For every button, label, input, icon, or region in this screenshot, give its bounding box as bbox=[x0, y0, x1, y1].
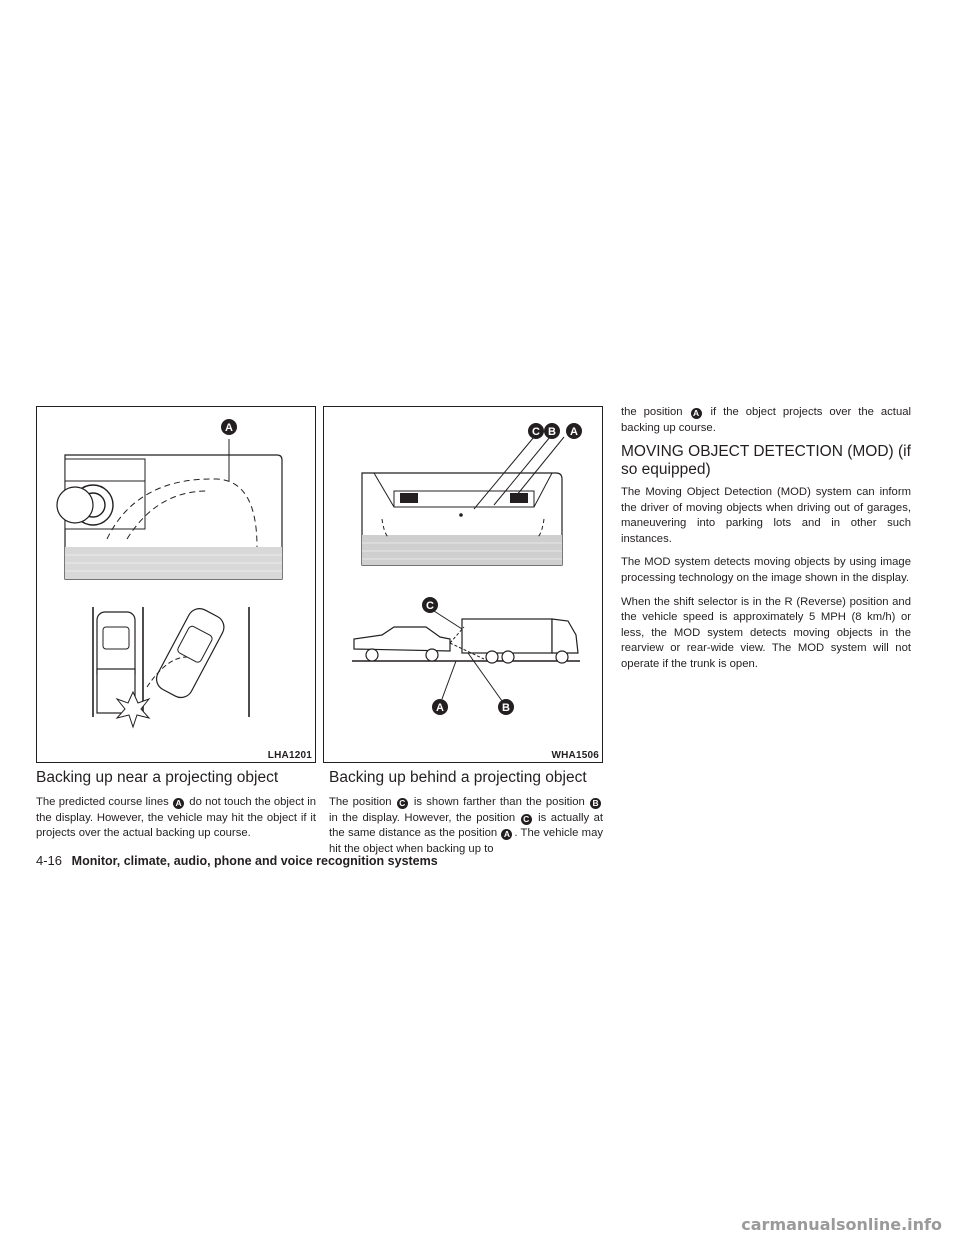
illustration-camera-view-and-parking bbox=[37, 407, 315, 762]
callout-a-lower: A bbox=[436, 702, 444, 714]
paragraph-mod-1: The Moving Object Detection (MOD) system can inform the driver of moving objects when driving out of garages, maneuvering into parking lots and in other such instances. bbox=[621, 486, 911, 545]
text-segment: is shown farther than the position bbox=[413, 796, 585, 808]
figure-code-left: LHA1201 bbox=[267, 750, 312, 761]
watermark: carmanualsonline.info bbox=[741, 1215, 942, 1234]
illustration-rearview-and-truck bbox=[324, 407, 602, 762]
callout-a-inline: A bbox=[173, 798, 184, 809]
text-segment: The position bbox=[329, 796, 392, 808]
figure-code-right: WHA1506 bbox=[551, 750, 599, 761]
callout-c-lower: C bbox=[426, 600, 434, 612]
column-three bbox=[621, 405, 911, 444]
callout-b-lower: B bbox=[502, 702, 510, 714]
callout-c-top: C bbox=[532, 426, 540, 438]
callout-a-inline: A bbox=[501, 829, 512, 840]
callout-a-top: A bbox=[570, 426, 578, 438]
page-number: 4-16 bbox=[36, 853, 63, 868]
callout-c-inline: C bbox=[397, 798, 408, 809]
text-segment: . The vehicle may hit the object when backing up to bbox=[329, 827, 604, 855]
text-segment: is actually at the same distance as the position bbox=[329, 811, 604, 840]
paragraph-backing-behind-object bbox=[329, 795, 603, 857]
figure-backing-behind-object bbox=[323, 406, 603, 763]
paragraph-continued bbox=[621, 405, 911, 436]
callout-c-inline: C bbox=[521, 814, 532, 825]
figure-backing-near-object bbox=[36, 406, 316, 763]
paragraph-mod-3: When the shift selector is in the R (Reverse) position and the vehicle speed is approximately 5 MPH (8 km/h) or less, the MOD system detects moving objects in the rearview or rear-wide view. The MOD system will not operate if the trunk is open. bbox=[621, 595, 911, 670]
paragraph-mod-2: The MOD system detects moving objects by using image processing technology on the image shown in the display. bbox=[621, 556, 911, 584]
mod-body bbox=[621, 485, 911, 681]
chapter-title: Monitor, climate, audio, phone and voice recognition systems bbox=[71, 854, 438, 868]
callout-a-inline: A bbox=[691, 408, 702, 419]
callout-a-text: A bbox=[225, 422, 233, 434]
callout-b-inline: B bbox=[590, 798, 601, 809]
callout-b-top: B bbox=[548, 426, 556, 438]
paragraph-backing-near-object bbox=[36, 795, 316, 842]
heading-mod: MOVING OBJECT DETECTION (MOD) (if so equipped) bbox=[621, 443, 911, 478]
text-segment: do not touch the object in the display. However, the vehicle may hit the object if it projects over the actual backing up course. bbox=[36, 796, 317, 840]
text-segment: in the display. However, the position bbox=[329, 811, 516, 824]
heading-backing-behind-object: Backing up behind a projecting object bbox=[329, 769, 587, 786]
text-segment: the position bbox=[621, 406, 683, 418]
text-segment: if the object projects over the actual backing up course. bbox=[621, 406, 912, 434]
text-segment: The predicted course lines bbox=[36, 796, 169, 808]
page-footer bbox=[36, 853, 438, 868]
heading-backing-near-object: Backing up near a projecting object bbox=[36, 769, 279, 786]
